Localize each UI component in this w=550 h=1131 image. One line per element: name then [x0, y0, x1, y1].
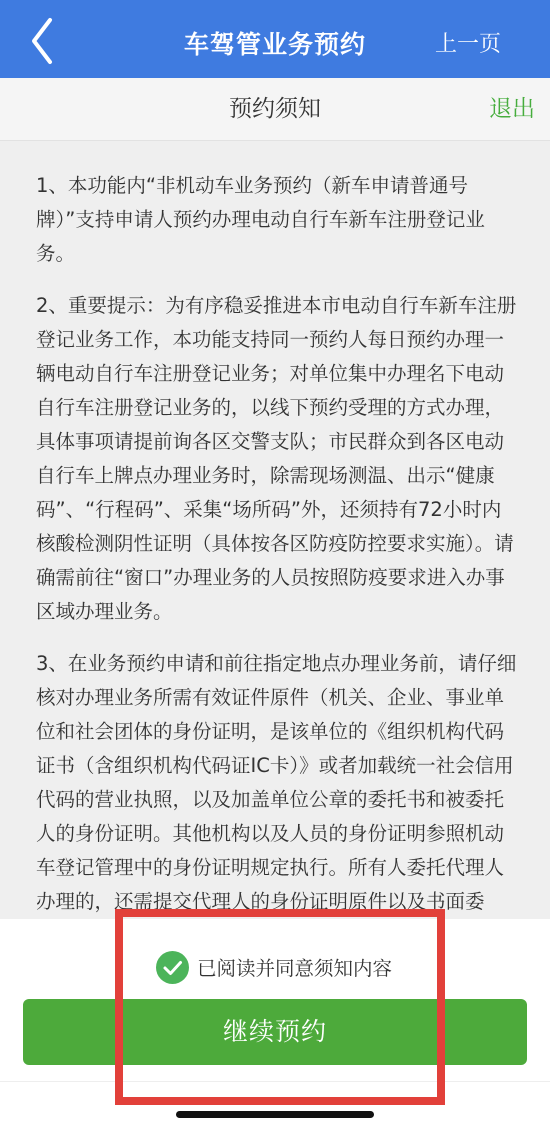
sub-header	[0, 78, 550, 141]
prev-page-link[interactable]: 上一页	[434, 32, 501, 57]
check-circle-icon[interactable]	[156, 951, 189, 984]
bottom-panel	[0, 919, 550, 1131]
notice-paragraph-1: 1、本功能内“非机动车业务预约（新车申请普通号牌）”支持申请人预约办理电动自行车新车注册登记业务。	[36, 174, 485, 265]
page-title: 车驾管业务预约	[183, 30, 366, 59]
notice-content[interactable]	[0, 141, 550, 919]
notice-title: 预约须知	[229, 96, 321, 122]
divider	[0, 1081, 550, 1082]
top-nav-bar	[0, 0, 550, 78]
agree-checkbox-row[interactable]	[156, 950, 392, 984]
home-indicator[interactable]	[176, 1111, 374, 1118]
notice-paragraph-2: 2、重要提示：为有序稳妥推进本市电动自行车新车注册登记业务工作，本功能支持同一预约人每日预约办理一辆电动自行车注册登记业务；对单位集中办理名下电动自行车注册登记业务的，以线下预约受理的方式办理，具体事项请提前询各区交警支队；市民群众到各区电动自行车上牌点办理业务时，除需现场测温、出示“健康码”、“行程码”、采集“场所码”外，还须持有72小时内核酸检测阴性证明（具体按各区防疫防控要求实施）。请确需前往“窗口”办理业务的人员按照防疫要求进入办事区域办理业务。	[36, 294, 517, 623]
continue-booking-button[interactable]: 继续预约	[23, 999, 527, 1065]
notice-paragraph-3: 3、在业务预约申请和前往指定地点办理业务前，请仔细核对办理业务所需有效证件原件（机关、企业、事业单位和社会团体的身份证明，是该单位的《组织机构代码证书（含组织机构代码证IC卡）》或者加载统一社会信用代码的营业执照，以及加盖单位公章的委托书和被委托人的身份证明。其他机构以及人员的身份证明参照机动车登记管理中的身份证明规定执行。所有人委托代理人办理的，还需提交代理人的身份证明原件以及书面委	[36, 652, 517, 913]
exit-link[interactable]: 退出	[489, 96, 535, 122]
agree-label: 已阅读并同意须知内容	[197, 957, 393, 980]
